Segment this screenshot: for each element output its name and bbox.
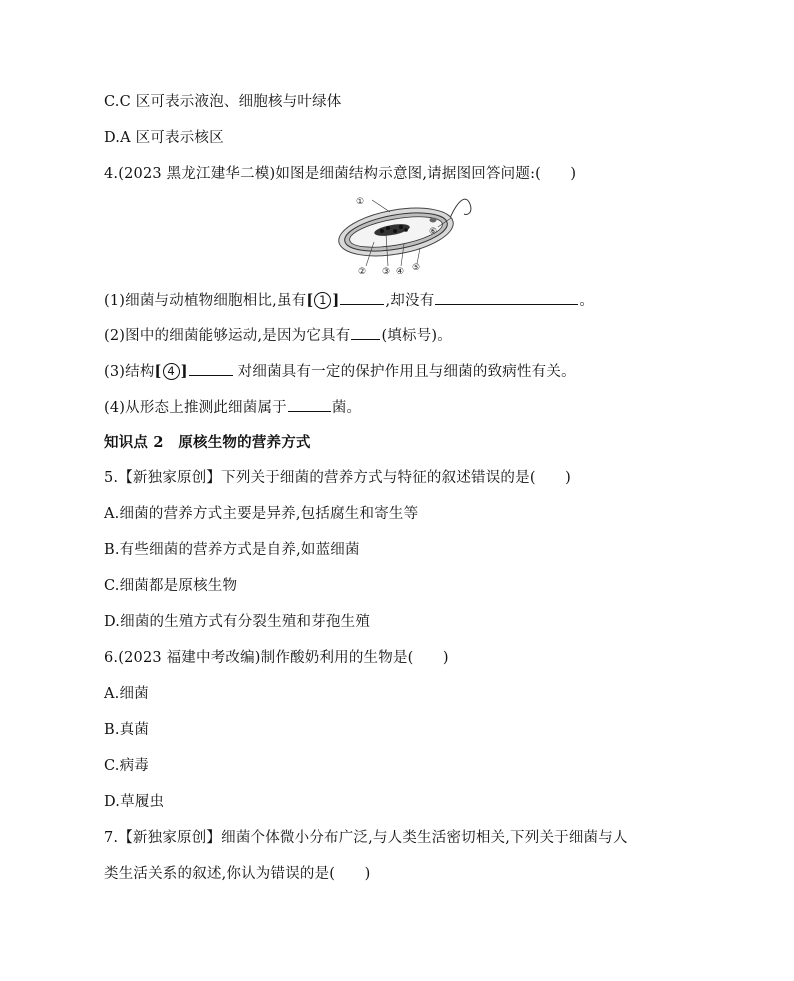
q4-stem: 4.(2023 黑龙江建华二模)如图是细菌结构示意图,请据图回答问题:( ) bbox=[104, 166, 577, 182]
structure-number-badge: 1 bbox=[314, 292, 331, 309]
label-3: ③ bbox=[382, 267, 391, 276]
q5-option-b: B.有些细菌的营养方式是自养,如蓝细菌 bbox=[104, 542, 360, 558]
q6-option-c: C.病毒 bbox=[104, 758, 149, 774]
q6-option-a: A.细菌 bbox=[104, 686, 149, 702]
q5-option-d: D.细菌的生殖方式有分裂生殖和芽孢生殖 bbox=[104, 614, 371, 630]
q7-stem-line2: 类生活关系的叙述,你认为错误的是( ) bbox=[104, 866, 371, 882]
q4-sub4: (4)从形态上推测此细菌属于 菌。 bbox=[104, 397, 361, 418]
q6-stem: 6.(2023 福建中考改编)制作酸奶利用的生物是( ) bbox=[104, 650, 449, 666]
q4-sub2: (2)图中的细菌能够运动,是因为它具有 (填标号)。 bbox=[104, 325, 452, 346]
q5-option-a: A.细菌的营养方式主要是异养,包括腐生和寄生等 bbox=[104, 506, 419, 522]
q4-sub1: (1)细菌与动植物细胞相比,虽有[ 1 ] ,却没有 。 bbox=[104, 292, 595, 309]
label-2: ② bbox=[358, 267, 367, 276]
bacterium-diagram bbox=[332, 190, 476, 276]
label-1: ① bbox=[356, 197, 365, 207]
answer-blank[interactable] bbox=[288, 397, 331, 412]
q5-option-c: C.细菌都是原核生物 bbox=[104, 578, 238, 594]
q3-option-c: C.C 区可表示液泡、细胞核与叶绿体 bbox=[104, 94, 342, 110]
q7-stem-line1: 7.【新独家原创】细菌个体微小分布广泛,与人类生活密切相关,下列关于细菌与人 bbox=[104, 830, 628, 846]
answer-blank[interactable] bbox=[351, 325, 380, 340]
answer-blank[interactable] bbox=[189, 361, 233, 376]
label-6: ⑥ bbox=[429, 227, 438, 237]
q3-option-d: D.A 区可表示核区 bbox=[104, 130, 224, 146]
answer-blank[interactable] bbox=[340, 290, 384, 305]
label-5: ⑤ bbox=[412, 263, 421, 273]
q6-option-d: D.草履虫 bbox=[104, 794, 165, 810]
structure-number-badge: 4 bbox=[163, 363, 180, 380]
q5-stem: 5.【新独家原创】下列关于细菌的营养方式与特征的叙述错误的是( ) bbox=[104, 470, 571, 486]
flagellum bbox=[450, 199, 471, 218]
q6-option-b: B.真菌 bbox=[104, 722, 150, 738]
label-4: ④ bbox=[396, 267, 405, 276]
answer-blank[interactable] bbox=[435, 290, 578, 305]
q4-sub3: (3)结构[ 4 ] 对细菌具有一定的保护作用且与细菌的致病性有关。 bbox=[104, 363, 576, 380]
section-heading: 知识点 2 原核生物的营养方式 bbox=[104, 434, 311, 451]
